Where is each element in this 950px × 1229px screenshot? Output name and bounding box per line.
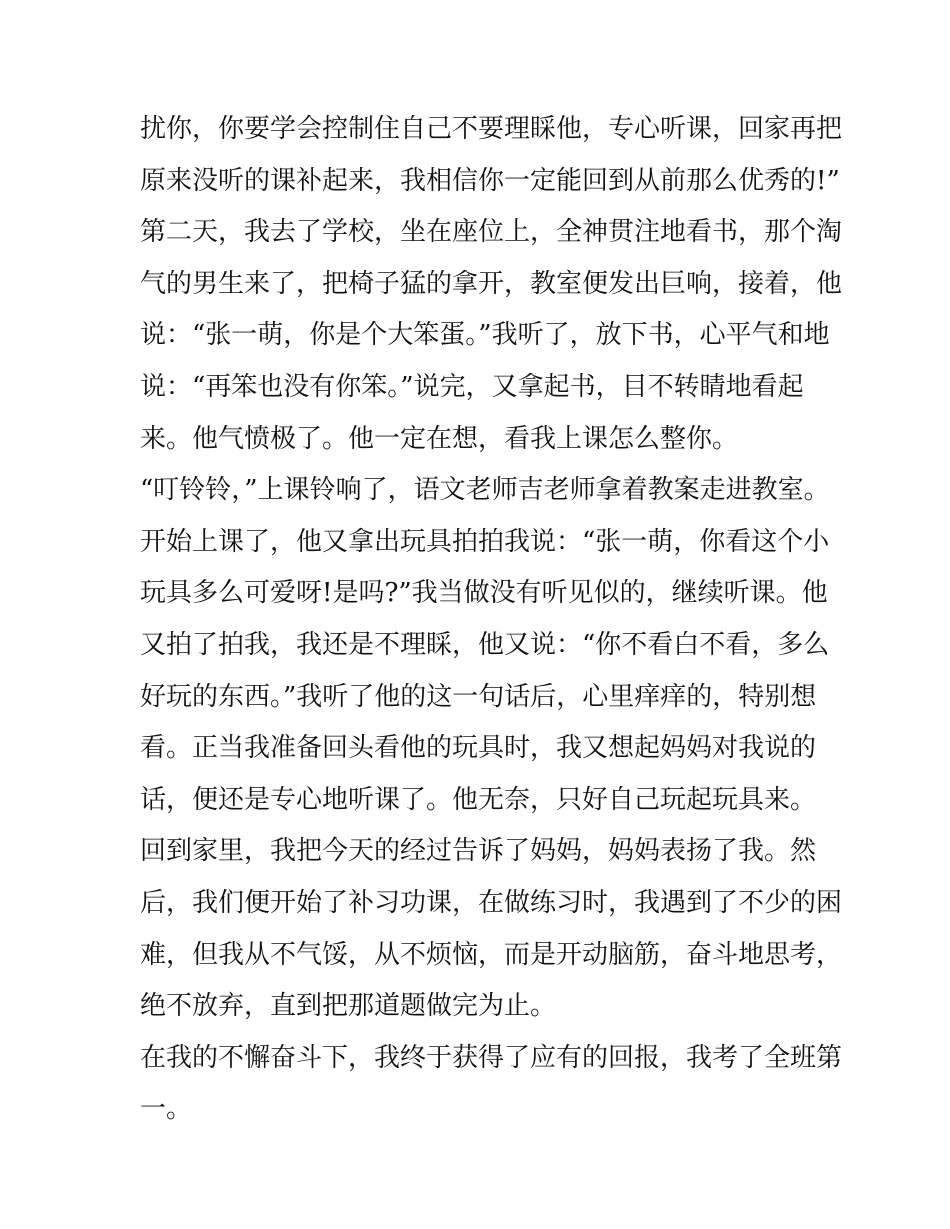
body-text	[140, 104, 843, 1136]
text-line-5: 说：“张一萌，你是个大笨蛋。”我听了，放下书，心平气和地	[140, 320, 830, 351]
text-line-6: 说：“再笨也没有你笨。”说完，又拿起书，目不转睛地看起	[140, 371, 804, 402]
text-line-9: 开始上课了，他又拿出玩具拍拍我说：“张一萌，你看这个小	[140, 526, 830, 557]
text-line-8: “叮铃铃，”上课铃响了，语文老师吉老师拿着教案走进教室。	[140, 475, 830, 506]
text-line-15: 回到家里，我把今天的经过告诉了妈妈，妈妈表扬了我。然	[140, 836, 817, 867]
text-line-4: 气的男生来了，把椅子猛的拿开，教室便发出巨响，接着，他	[140, 268, 843, 299]
text-line-11: 又拍了拍我，我还是不理睬，他又说：“你不看白不看，多么	[140, 629, 830, 660]
text-line-10: 玩具多么可爱呀!是吗?”我当做没有听见似的，继续听课。他	[140, 578, 828, 609]
text-line-7: 来。他气愤极了。他一定在想，看我上课怎么整你。	[140, 423, 739, 454]
text-line-17: 难，但我从不气馁，从不烦恼，而是开动脑筋，奋斗地思考，	[140, 939, 843, 970]
text-line-12: 好玩的东西。”我听了他的这一句话后，心里痒痒的，特别想	[140, 681, 817, 712]
text-line-1: 扰你，你要学会控制住自己不要理睬他，专心听课，回家再把	[140, 114, 843, 144]
text-line-14: 话，便还是专心地听课了。他无奈，只好自己玩起玩具来。	[140, 784, 817, 815]
text-line-3: 第二天，我去了学校，坐在座位上，全神贯注地看书，那个淘	[140, 217, 843, 248]
text-line-20: 一。	[140, 1094, 193, 1125]
text-line-2: 原来没听的课补起来，我相信你一定能回到从前那么优秀的!”	[140, 165, 840, 196]
text-line-13: 看。正当我准备回头看他的玩具时，我又想起妈妈对我说的	[140, 733, 817, 764]
text-line-18: 绝不放弃，直到把那道题做完为止。	[140, 991, 557, 1022]
text-line-16: 后，我们便开始了补习功课，在做练习时，我遇到了不少的困	[140, 887, 843, 918]
text-line-19: 在我的不懈奋斗下，我终于获得了应有的回报，我考了全班第	[140, 1042, 843, 1073]
